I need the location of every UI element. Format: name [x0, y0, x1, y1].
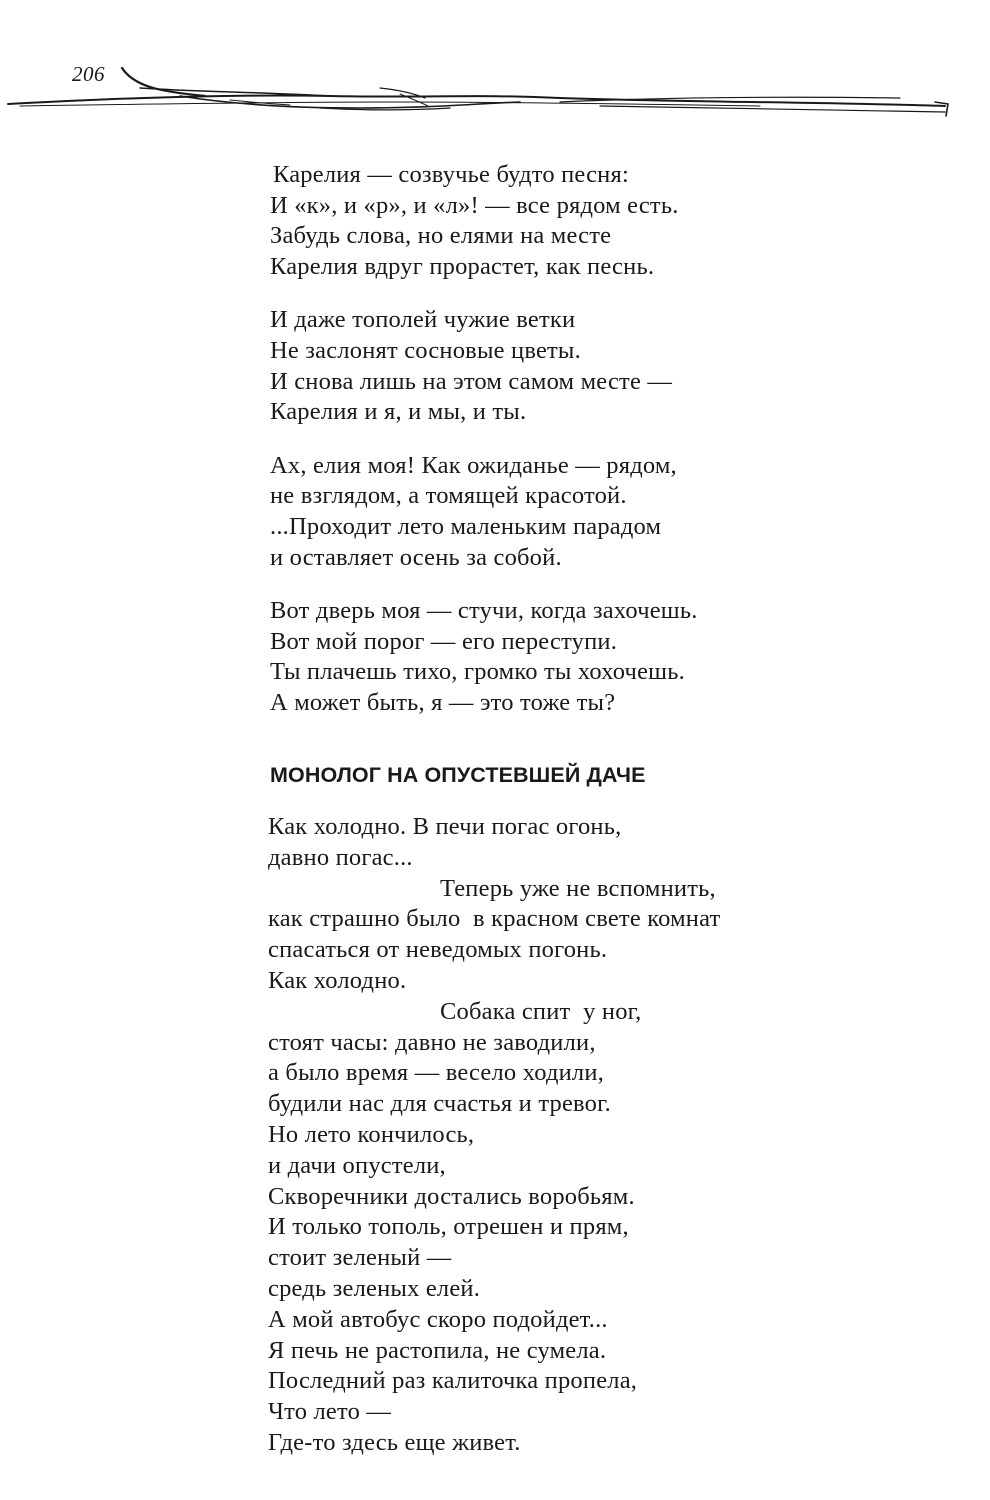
poem-line: не взглядом, а томящей красотой. — [270, 482, 627, 510]
poem-line: Что лето — — [268, 1398, 392, 1426]
poem-line: А мой автобус скоро подойдет... — [268, 1305, 608, 1333]
poem-line: стоят часы: давно не заводили, — [268, 1028, 596, 1056]
poem-line: Но лето кончилось, — [268, 1120, 475, 1148]
poem-line: Как холодно. В печи погас огонь, — [268, 813, 622, 840]
poem-line: и дачи опустели, — [268, 1151, 446, 1179]
poem-line: И снова лишь на этом самом месте — — [270, 367, 673, 395]
poem-line: Карелия вдруг прорастет, как песнь. — [270, 252, 655, 280]
poem-karelia — [270, 160, 870, 742]
poem-line: А может быть, я — это тоже ты? — [270, 688, 616, 716]
page-number: 206 — [72, 62, 105, 86]
stanza — [270, 596, 870, 718]
stanza — [270, 160, 870, 282]
poem-line: средь зеленых елей. — [268, 1274, 481, 1302]
stanza — [270, 305, 870, 427]
poem-line: ...Проходит лето маленьким парадом — [270, 512, 662, 540]
poem-line: будили нас для счастья и тревог. — [268, 1090, 611, 1118]
poem-line: Ах, елия моя! Как ожиданье — рядом, — [270, 451, 677, 479]
poem-line: Теперь уже не вспомнить, — [440, 874, 716, 902]
poem-line: спасаться от неведомых погонь. — [268, 936, 608, 964]
poem-line: И только тополь, отрешен и прям, — [268, 1213, 629, 1241]
poem-monolog — [268, 812, 888, 1459]
poem-line: давно погас... — [268, 843, 413, 871]
poem-line: и оставляет осень за собой. — [270, 543, 562, 571]
poem-line: Не заслонят сосновые цветы. — [270, 336, 581, 364]
poem-line: Вот мой порог — его переступи. — [270, 627, 618, 655]
poem-line: И даже тополей чужие ветки — [270, 306, 576, 334]
poem-line: стоит зеленый — — [268, 1244, 452, 1272]
poem-line: а было время — весело ходили, — [268, 1059, 604, 1087]
stanza — [270, 451, 870, 573]
poem-line: И «к», и «р», и «л»! — все рядом есть. — [270, 191, 679, 219]
poem-title: МОНОЛОГ НА ОПУСТЕВШЕЙ ДАЧЕ — [270, 763, 646, 787]
poem-line: Забудь слова, но елями на месте — [270, 222, 612, 250]
poem-line: как страшно было в красном свете комнат — [268, 905, 721, 933]
poem-line: Где-то здесь еще живет. — [268, 1428, 521, 1456]
poem-line: Скворечники достались воробьям. — [268, 1182, 635, 1210]
poem-line: Я печь не растопила, не сумела. — [268, 1336, 607, 1364]
poem-line: Собака спит у ног, — [440, 997, 642, 1025]
header-flourish-ornament — [0, 58, 990, 138]
poem-line: Как холодно. — [268, 966, 407, 994]
poem-line: Ты плачешь тихо, громко ты хохочешь. — [270, 658, 685, 686]
poem-line: Вот дверь моя — стучи, когда захочешь. — [270, 597, 698, 625]
poem-line: Карелия и я, и мы, и ты. — [270, 398, 527, 426]
poem-line: Карелия — созвучье будто песня: — [273, 161, 629, 188]
poem-line: Последний раз калиточка пропела, — [268, 1367, 638, 1395]
